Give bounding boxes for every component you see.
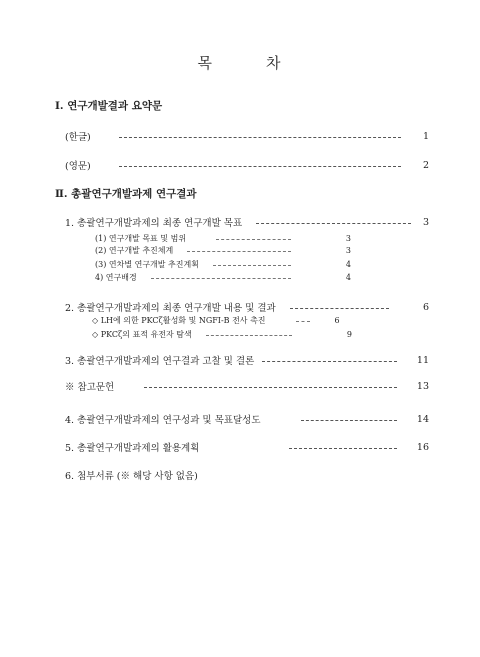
section-2-heading: Ⅱ. 총괄연구개발과제 연구결과 [55,188,197,200]
dot-leader [256,223,411,224]
dot-leader [119,166,401,167]
toc-label: 5. 총괄연구개발과제의 활용계획 [65,443,200,454]
toc-label: 2. 총괄연구개발과제의 최종 연구개발 내용 및 결과 [65,303,276,314]
toc-entry-korean-summary[interactable] [65,129,429,143]
toc-entry-english-summary[interactable] [65,158,429,172]
dot-leader [301,420,397,421]
toc-entry-item-4[interactable] [65,412,429,426]
title-char-2: 차 [266,54,283,72]
toc-page-number: 6 [334,315,340,325]
toc-label: ※ 참고문헌 [65,382,115,393]
toc-label: 1. 총괄연구개발과제의 최종 연구개발 목표 [65,218,243,229]
toc-entry-item-6[interactable] [65,468,429,482]
dot-leader [296,321,310,322]
dot-leader [290,308,389,309]
dot-leader [151,278,291,279]
toc-label: (한글) [65,132,91,143]
toc-page-number: 11 [416,354,429,366]
toc-label: 3. 총괄연구개발과제의 연구결과 고찰 및 결론 [65,356,255,367]
dot-leader [144,387,397,388]
toc-label: (2) 연구개발 추진체계 [95,245,174,255]
toc-entry-item-5[interactable] [65,440,429,454]
toc-label: (1) 연구개발 목표 및 범위 [95,233,187,243]
toc-page-number: 1 [422,130,429,142]
dot-leader [119,137,401,138]
toc-subentry[interactable] [95,243,351,257]
toc-page-number: 2 [422,159,429,171]
dot-leader [216,239,291,240]
toc-entry-references[interactable] [65,379,429,393]
page-title [0,52,480,73]
toc-page-number: 3 [345,233,351,243]
toc-page-number: 4 [345,259,351,269]
toc-label: (3) 연차별 연구개발 추진계획 [95,259,199,269]
toc-page-number: 6 [422,301,429,313]
title-char-1: 목 [197,54,214,72]
dot-leader [213,265,291,266]
toc-entry-item-3[interactable] [65,353,429,367]
toc-label: 6. 첨부서류 (※ 해당 사항 없음) [65,471,198,482]
toc-subentry[interactable] [95,270,351,284]
toc-page-number: 16 [416,441,429,453]
toc-label: 4. 총괄연구개발과제의 연구성과 및 목표달성도 [65,415,261,426]
toc-entry-item-1[interactable] [65,215,429,229]
toc-subentry[interactable] [92,327,352,341]
toc-subentry[interactable] [95,257,351,271]
toc-label: (영문) [65,161,91,172]
toc-entry-item-2[interactable] [65,300,429,314]
toc-page-number: 9 [346,329,352,339]
dot-leader [262,361,397,362]
toc-label: ◇ PKCζ의 표적 유전자 탐색 [92,329,192,339]
section-1-heading: Ⅰ. 연구개발결과 요약문 [55,100,163,112]
dot-leader [206,335,292,336]
toc-page-number: 13 [416,380,429,392]
toc-page-number: 14 [416,413,429,425]
toc-page-number: 4 [345,272,351,282]
toc-label: 4) 연구배경 [95,272,137,282]
toc-subentry[interactable] [92,313,352,327]
toc-page-number: 3 [345,245,351,255]
dot-leader [289,448,397,449]
toc-label: ◇ LH에 의한 PKCζ활성화 및 NGFI-B 전사 촉진 [92,315,266,325]
dot-leader [187,251,291,252]
toc-page-number: 3 [422,216,429,228]
